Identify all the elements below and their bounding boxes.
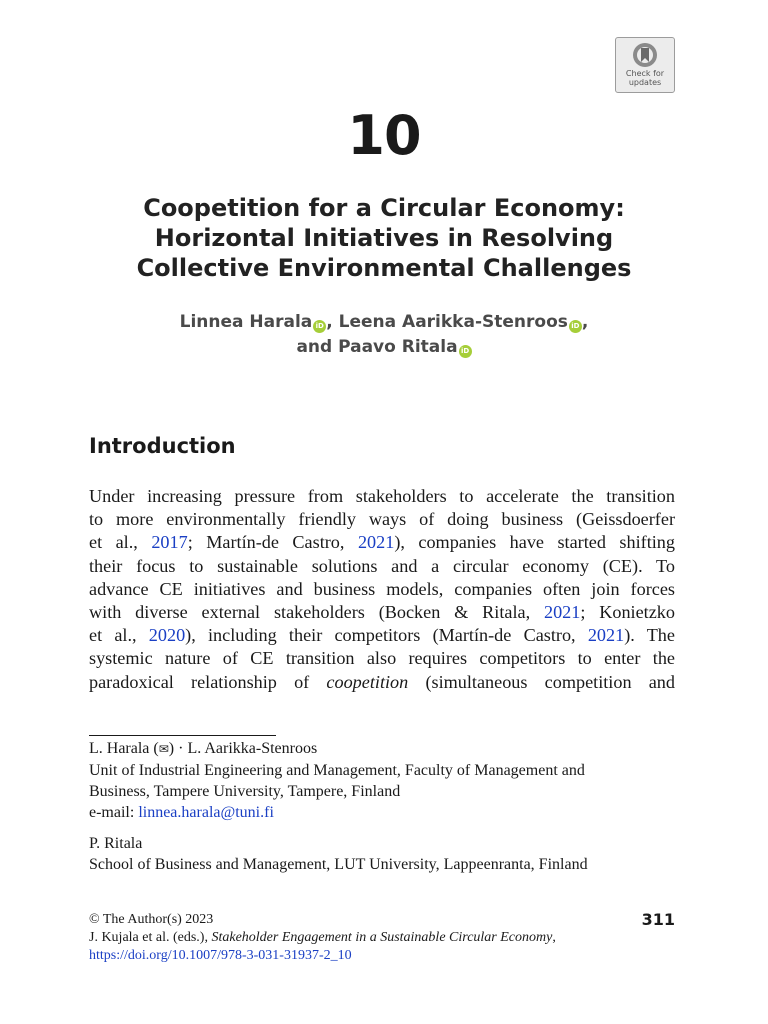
doi-line — [89, 947, 556, 965]
bookmark-ribbon-icon — [630, 42, 660, 68]
body-line: paradoxical relationship of coopetition (simultaneous competition and — [89, 671, 675, 692]
doi-link[interactable]: https://doi.org/10.1007/978-3-031-31937-2_10 — [89, 948, 352, 963]
author-affiliations — [89, 738, 689, 875]
footnote-divider — [89, 735, 276, 736]
citation-line: J. Kujala et al. (eds.), Stakeholder Engagement in a Sustainable Circular Economy, — [89, 930, 556, 945]
chapter-title-line: Collective Environmental Challenges — [136, 254, 632, 282]
badge-line-1: Check for — [625, 69, 665, 78]
author-name: Paavo Ritala — [338, 337, 458, 357]
chapter-title-line: Coopetition for a Circular Economy: — [143, 194, 625, 222]
author-conjunction: and — [296, 337, 339, 357]
body-line: with diverse external stakeholders (Bocken & Ritala, 2021; Konietzko — [89, 602, 675, 623]
email-link[interactable]: linnea.harala@tuni.fi — [138, 804, 274, 821]
body-line: advance CE initiatives and business models, companies often join forces — [89, 578, 675, 599]
citation-link[interactable]: 2021 — [543, 602, 581, 623]
emphasis-term: coopetition — [326, 671, 409, 692]
body-line: to more environmentally friendly ways of doing business (Geissdoerfer — [89, 509, 675, 530]
affiliation-author-name: P. Ritala — [89, 835, 143, 852]
badge-line-2: updates — [628, 78, 662, 87]
book-title: Stakeholder Engagement in a Sustainable Circular Economy — [211, 930, 553, 945]
body-line: their focus to sustainable solutions and a circular economy (CE). To — [89, 555, 675, 576]
page-number: 311 — [641, 910, 675, 929]
email-line: e-mail: linnea.harala@tuni.fi — [89, 804, 274, 821]
body-line: et al., 2017; Martín-de Castro, 2021), companies have started shifting — [89, 532, 675, 553]
author-list — [90, 310, 678, 360]
orcid-icon[interactable]: iD — [569, 320, 582, 333]
affiliation-line: School of Business and Management, LUT University, Lappeenranta, Finland — [89, 856, 588, 873]
author-separator: , — [326, 312, 339, 332]
citation-link[interactable]: 2021 — [587, 625, 625, 646]
body-line: systemic nature of CE transition also requires competitors to enter the — [89, 648, 675, 669]
citation-link[interactable]: 2017 — [151, 532, 188, 553]
body-paragraph — [89, 485, 675, 694]
citation-link[interactable]: 2020 — [148, 625, 186, 646]
copyright-line: © The Author(s) 2023 — [89, 912, 214, 927]
affiliation-line: Unit of Industrial Engineering and Management, Faculty of Management and — [89, 762, 585, 779]
orcid-icon[interactable]: iD — [313, 320, 326, 333]
author-name: Leena Aarikka-Stenroos — [338, 312, 568, 332]
badge-label — [616, 69, 674, 87]
chapter-number: 10 — [347, 104, 421, 167]
chapter-title — [90, 193, 678, 283]
body-line: et al., 2020), including their competitors (Martín-de Castro, 2021). The — [89, 625, 675, 646]
section-heading: Introduction — [89, 434, 236, 458]
envelope-icon[interactable]: ✉ — [158, 742, 169, 756]
chapter-title-line: Horizontal Initiatives in Resolving — [154, 224, 614, 252]
affiliation-authors-line: L. Harala (✉) · L. Aarikka-Stenroos — [89, 738, 689, 760]
check-for-updates-badge[interactable] — [615, 37, 675, 93]
author-name: Linnea Harala — [179, 312, 313, 332]
affiliation-line: Business, Tampere University, Tampere, Finland — [89, 783, 401, 800]
body-line: Under increasing pressure from stakeholders to accelerate the transition — [89, 486, 675, 506]
orcid-icon[interactable]: iD — [459, 345, 472, 358]
footer-citation — [89, 911, 556, 965]
author-separator: , — [581, 312, 589, 332]
citation-link[interactable]: 2021 — [357, 532, 395, 553]
